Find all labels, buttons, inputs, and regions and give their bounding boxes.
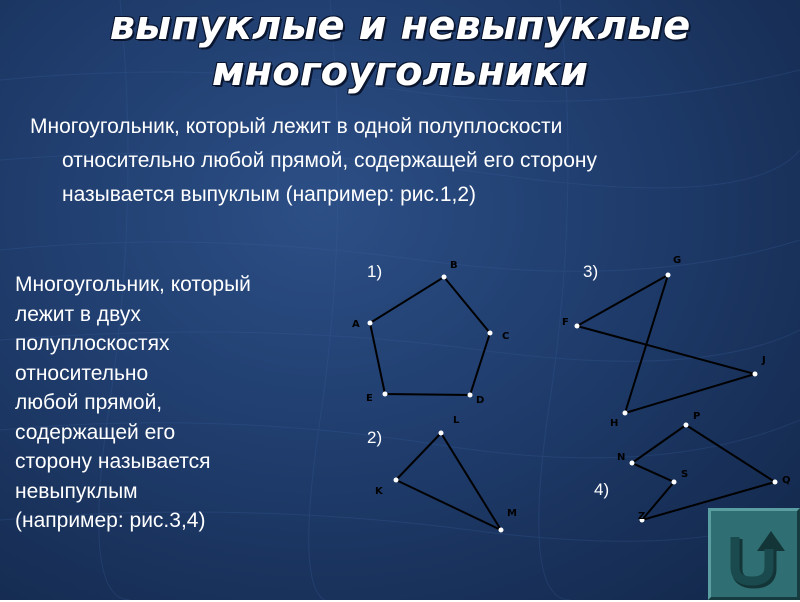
- vertex-label: K: [375, 486, 383, 497]
- figure-1-pentagon: [370, 277, 490, 395]
- figure-1-number: 1): [367, 262, 383, 281]
- figure-4-polygon: [632, 425, 775, 520]
- vertex-label: C: [502, 331, 510, 342]
- nonconvex-definition-line: содержащей его: [15, 420, 176, 444]
- vertex-label: F: [562, 317, 569, 328]
- nonconvex-definition-line: любой прямой,: [15, 391, 163, 414]
- nonconvex-definition-line: полуплоскостях: [15, 332, 170, 355]
- vertex-label: H: [610, 418, 619, 429]
- figure-4-number: 4): [594, 480, 610, 499]
- figure-2-triangle: [396, 433, 501, 530]
- nonconvex-definition-line: (например: рис.3,4): [15, 509, 206, 532]
- convex-definition-line: относительно любой прямой, содержащей его сторону: [62, 149, 597, 172]
- convex-definition-line: называется выпуклым (например: рис.1,2): [62, 183, 477, 206]
- title-line-2: многоугольники: [211, 49, 589, 95]
- vertex-label: N: [617, 452, 626, 463]
- vertex-label: E: [366, 393, 373, 404]
- figure-3-polygon: [577, 275, 755, 413]
- nonconvex-definition-line: сторону называется: [15, 450, 211, 473]
- nonconvex-definition-line: Многоугольник, который: [15, 273, 251, 296]
- vertex-label: Q: [782, 475, 791, 486]
- title-line-1: выпуклые и невыпуклые: [109, 3, 691, 49]
- u-turn-arrow-icon: [711, 511, 797, 597]
- vertex-label: B: [450, 260, 458, 271]
- figure-2-number: 2): [367, 428, 383, 447]
- vertex-label: L: [453, 415, 460, 426]
- vertex-label: G: [673, 255, 682, 266]
- vertex-label: S: [681, 469, 689, 480]
- nonconvex-definition-line: невыпуклым: [15, 479, 138, 503]
- return-button[interactable]: [708, 508, 800, 600]
- figure-3-number: 3): [583, 262, 599, 281]
- vertex-label: J: [762, 355, 766, 366]
- vertex-label: D: [476, 395, 485, 406]
- vertex-label: A: [352, 319, 360, 330]
- vertex-label: P: [693, 411, 701, 422]
- vertex-label: M: [507, 508, 517, 519]
- vertex-label: Z: [638, 511, 646, 522]
- nonconvex-definition-line: относительно: [15, 361, 149, 385]
- convex-definition-line: Многоугольник, который лежит в одной полуплоскости: [30, 115, 563, 138]
- nonconvex-definition-line: лежит в двух: [15, 302, 141, 326]
